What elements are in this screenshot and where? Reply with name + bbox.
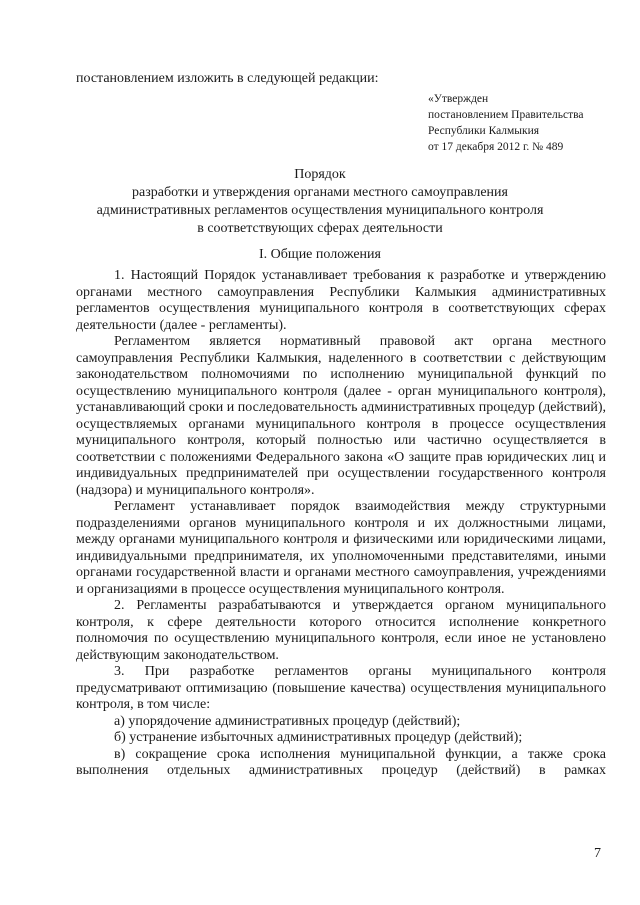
title-line-2: административных регламентов осуществления муниципального контроля — [96, 203, 544, 218]
approval-line-3: Республики Калмыкия — [428, 125, 540, 137]
paragraph-5: 3. При разработке регламентов органы муниципального контроля предусматривают оптимизацию (повышение качества) осуществления муниципального контроля, в том числе: — [76, 664, 606, 712]
list-item-b: б) устранение избыточных административных процедур (действий); — [114, 730, 523, 745]
section-heading: I. Общие положения — [259, 247, 381, 262]
document-title — [0, 166, 640, 238]
approval-line-2: постановлением Правительства — [428, 109, 584, 121]
approval-stamp — [428, 91, 584, 155]
list-item-a: а) упорядочение административных процедур (действий); — [114, 713, 461, 729]
intro-line: постановлением изложить в следующей редакции: — [76, 71, 379, 86]
list-item-c: в) сокращение срока исполнения муниципальной функции, а также срока выполнения отдельных административных процедур (действий) в рамках — [76, 746, 606, 778]
title-heading: Порядок — [294, 167, 346, 182]
paragraph-3: Регламент устанавливает порядок взаимодействия между структурными подразделениями органов муниципального контроля и их должностными лицами, между органами муниципального контроля и физическими или юридическими лицами, индивидуальными предпринимателя, их уполномоченными представителями, иными органами государственной власти и органами местного самоуправления, учреждениями и организациями в процессе осуществления муниципального контроля. — [76, 499, 606, 597]
document-body — [76, 268, 606, 780]
title-line-1: разработки и утверждения органами местного самоуправления — [132, 185, 508, 200]
paragraph-4: 2. Регламенты разрабатываются и утверждается органом муниципального контроля, к сфере деятельности которого относится исполнение конкретного полномочия по осуществлению муниципального контроля, если иное не установлено действующим законодательством. — [76, 598, 606, 663]
paragraph-1: 1. Настоящий Порядок устанавливает требования к разработке и утверждению органами местного самоуправления Республики Калмыкия административных регламентов осуществления муниципального контроля в соответствующих сферах деятельности (далее - регламенты). — [76, 268, 606, 333]
page-number: 7 — [594, 846, 601, 861]
approval-line-4: от 17 декабря 2012 г. № 489 — [428, 141, 564, 153]
approval-line-1: «Утвержден — [428, 93, 489, 105]
title-line-3: в соответствующих сферах деятельности — [197, 221, 443, 236]
paragraph-2: Регламентом является нормативный правовой акт органа местного самоуправления Республики Калмыкия, наделенного в соответствии с действующим законодательством полномочиями по исполнению муниципальной функций по осуществлению муниципального контроля (далее - орган муниципального контроля), устанавливающий сроки и последовательность административных процедур (действий), осуществляемых органами муниципального контроля в процессе осуществления муниципального контроля, который полностью или частично осуществляется в соответствии с положениями Федерального закона «О защите прав юридических лиц и индивидуальных предпринимателей при осуществлении государственного контроля (надзора) и муниципального контроля». — [76, 334, 606, 498]
